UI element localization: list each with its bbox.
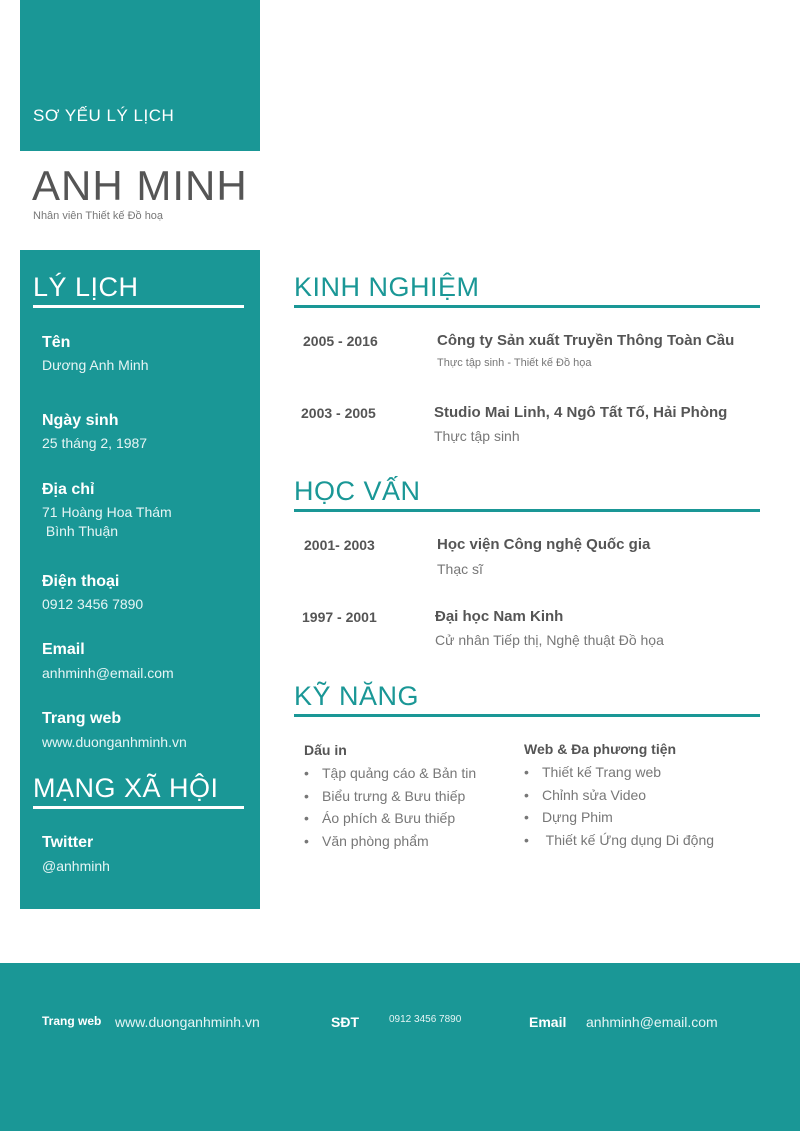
profile-heading: LÝ LỊCH <box>33 272 244 308</box>
skill-group-title: Web & Đa phương tiện <box>524 741 677 757</box>
field-email-value: anhminh@email.com <box>42 665 174 681</box>
experience-company: Công ty Sản xuất Truyền Thông Toàn Cầu <box>437 332 735 349</box>
education-degree: Thạc sĩ <box>437 561 483 577</box>
experience-heading: KINH NGHIỆM <box>294 272 760 308</box>
field-name-value: Dương Anh Minh <box>42 357 149 373</box>
social-twitter-value: @anhminh <box>42 858 110 874</box>
social-twitter-label: Twitter <box>42 834 94 851</box>
education-period: 2001- 2003 <box>304 537 375 553</box>
experience-period: 2003 - 2005 <box>301 405 376 421</box>
skill-item: • Áo phích & Bưu thiếp <box>304 807 476 830</box>
skill-item: • Chỉnh sửa Video <box>524 784 714 807</box>
education-school: Học viện Công nghệ Quốc gia <box>437 536 651 553</box>
skill-item: • Thiết kế Ứng dụng Di động <box>524 829 714 852</box>
field-phone-label: Điện thoại <box>42 573 120 590</box>
field-birthdate-value: 25 tháng 2, 1987 <box>42 435 148 451</box>
field-birthdate-label: Ngày sinh <box>42 412 119 429</box>
footer-email-value: anhminh@email.com <box>586 1014 718 1030</box>
footer-phone-value: 0912 3456 7890 <box>389 1014 462 1025</box>
skill-item: • Tập quảng cáo & Bản tin <box>304 762 476 785</box>
person-job-title: Nhân viên Thiết kế Đồ hoạ <box>33 210 164 222</box>
education-degree: Cử nhân Tiếp thị, Nghệ thuật Đồ họa <box>435 632 664 648</box>
skill-list-web <box>524 761 714 851</box>
experience-role: Thực tập sinh <box>434 428 520 444</box>
footer-phone-label: SĐT <box>331 1014 359 1030</box>
footer-website-value: www.duonganhminh.vn <box>115 1014 260 1030</box>
skill-item: • Biểu trưng & Bưu thiếp <box>304 785 476 808</box>
skill-list-print <box>304 762 476 852</box>
footer-website-label: Trang web <box>42 1014 102 1028</box>
skill-item: • Văn phòng phẩm <box>304 830 476 853</box>
field-phone-value: 0912 3456 7890 <box>42 596 144 612</box>
skills-heading: KỸ NĂNG <box>294 681 760 717</box>
person-name: ANH MINH <box>32 162 248 209</box>
skill-item: • Dựng Phim <box>524 806 714 829</box>
experience-company: Studio Mai Linh, 4 Ngô Tất Tố, Hải Phòng <box>434 404 728 421</box>
header-banner <box>20 0 260 151</box>
field-email-label: Email <box>42 641 85 658</box>
skill-group-title: Dấu in <box>304 742 347 758</box>
footer-email-label: Email <box>529 1014 567 1030</box>
education-period: 1997 - 2001 <box>302 609 377 625</box>
experience-role: Thực tập sinh - Thiết kế Đồ họa <box>437 357 592 369</box>
document-label: SƠ YẾU LÝ LỊCH <box>33 106 175 125</box>
profile-sidebar <box>20 250 260 909</box>
field-address-value: 71 Hoàng Hoa Thám Bình Thuận <box>42 504 172 539</box>
experience-period: 2005 - 2016 <box>303 333 378 349</box>
field-website-value: www.duonganhminh.vn <box>42 734 187 750</box>
social-heading: MẠNG XÃ HỘI <box>33 773 244 809</box>
field-website-label: Trang web <box>42 710 122 727</box>
contact-footer <box>0 963 800 1131</box>
field-name-label: Tên <box>42 334 71 351</box>
skill-item: • Thiết kế Trang web <box>524 761 714 784</box>
field-address-label: Địa chỉ <box>42 481 95 498</box>
education-heading: HỌC VẤN <box>294 476 760 512</box>
education-school: Đại học Nam Kinh <box>435 608 564 625</box>
